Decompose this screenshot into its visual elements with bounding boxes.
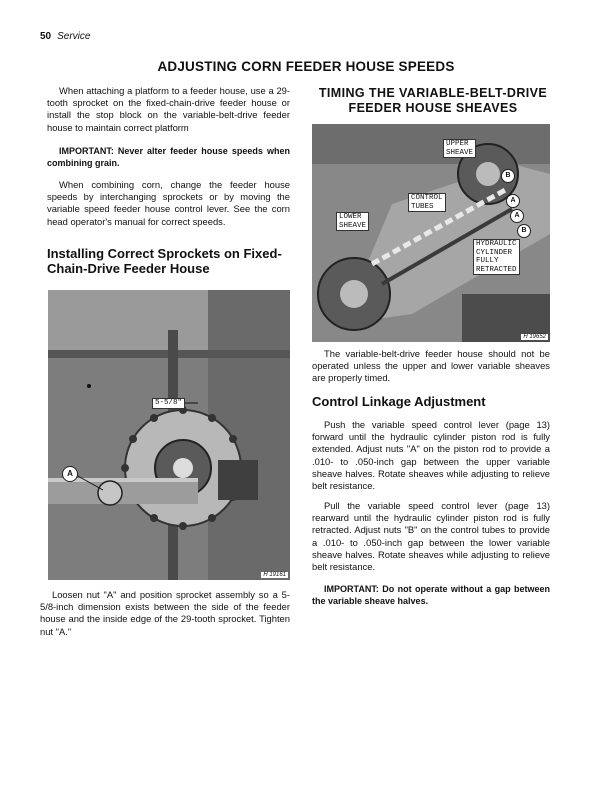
intro-paragraph: When attaching a platform to a feeder house, use a 29-tooth sprocket on the fixed-chain-drive feeder house or install the stop block on the variable-belt-drive feeder house to maintain correct platform [47,85,290,133]
label-lower-sheave: LOWER SHEAVE [336,212,369,231]
label-hydraulic-cylinder: HYDRAULIC CYLINDER FULLY RETRACTED [473,239,520,275]
page-number: 50 [40,31,52,42]
callout-a-upper: A [506,194,520,208]
sheave-photo [312,124,550,342]
section-heading-timing: TIMING THE VARIABLE-BELT-DRIVE FEEDER HOUSE SHEAVES [318,86,548,115]
label-control-tubes: CONTROL TUBES [408,193,446,212]
sprocket-photo [48,290,290,580]
section-heading-sprockets: Installing Correct Sprockets on Fixed-Chain-Drive Feeder House [47,246,282,276]
section-heading-linkage: Control Linkage Adjustment [312,394,486,409]
section-name: Service [57,31,91,42]
dimension-callout: 5-5/8" [152,398,185,409]
sheave-caption: The variable-belt-drive feeder house should not be operated unless the upper and lower variable sheaves are properly timed. [312,348,550,384]
callout-a-lower: A [510,209,524,223]
combining-corn-paragraph: When combining corn, change the feeder house speeds by interchanging sprockets or by moving the variable speed feeder house control lever. See the corn head operator's manual for correct speeds. [47,179,290,227]
callout-b-upper: B [501,169,515,183]
page-header [40,31,90,42]
sprocket-caption: Loosen nut "A" and position sprocket assembly so a 5-5/8-inch dimension exists between the side of the feeder house and the inside edge of the 29-tooth sprocket. Tighten nut "A." [40,589,290,637]
callout-a: A [62,466,78,482]
linkage-paragraph-1: Push the variable speed control lever (page 13) forward until the hydraulic cylinder piston rod is fully extended. Adjust nuts "A" on the piston rod to provide a .010- to .050-inch gap between the upper variable sheave halves. Rotate sheaves while adjusting to relieve belt resistance. [312,419,550,492]
page-title: ADJUSTING CORN FEEDER HOUSE SPEEDS [157,59,455,74]
important-note-grain: IMPORTANT: Never alter feeder house speeds when combining grain. [47,146,290,168]
figure-id: H 19161 [263,572,286,578]
figure-id-sheave: H 19652 [523,334,546,340]
linkage-paragraph-2: Pull the variable speed control lever (page 13) rearward until the hydraulic cylinder piston rod is fully retracted. Adjust nuts "B" on the control tubes to provide a .010- to .050-inch gap between the lower variable sheave halves. Rotate sheaves while adjusting to relieve belt resistance. [312,500,550,573]
important-note-gap: IMPORTANT: Do not operate without a gap between the variable sheave halves. [312,584,550,606]
callout-b-lower: B [517,224,531,238]
label-upper-sheave: UPPER SHEAVE [443,139,476,158]
